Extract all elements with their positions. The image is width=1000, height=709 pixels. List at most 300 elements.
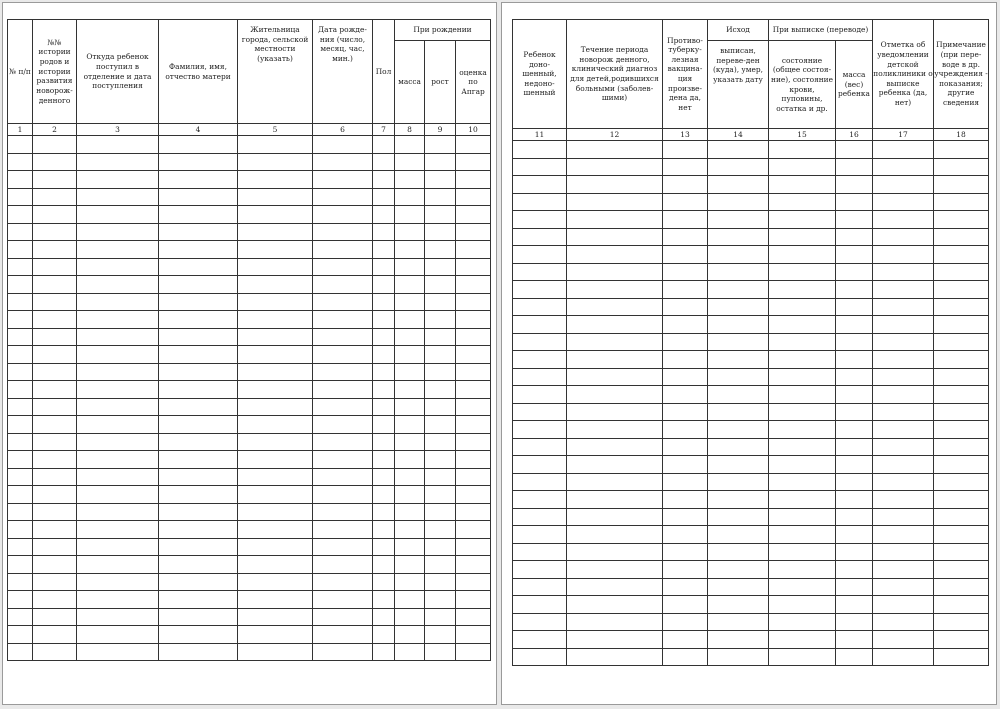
table-cell[interactable] bbox=[238, 608, 313, 626]
table-cell[interactable] bbox=[836, 578, 873, 596]
table-cell[interactable] bbox=[77, 223, 159, 241]
table-cell[interactable] bbox=[313, 346, 373, 364]
table-cell[interactable] bbox=[395, 538, 425, 556]
table-cell[interactable] bbox=[663, 456, 708, 474]
table-cell[interactable] bbox=[708, 456, 769, 474]
table-cell[interactable] bbox=[836, 298, 873, 316]
table-cell[interactable] bbox=[456, 363, 491, 381]
table-cell[interactable] bbox=[33, 608, 77, 626]
table-cell[interactable] bbox=[8, 171, 33, 189]
table-cell[interactable] bbox=[873, 526, 934, 544]
table-cell[interactable] bbox=[513, 561, 567, 579]
table-cell[interactable] bbox=[873, 351, 934, 369]
table-cell[interactable] bbox=[769, 368, 836, 386]
table-cell[interactable] bbox=[238, 433, 313, 451]
table-cell[interactable] bbox=[373, 153, 395, 171]
table-cell[interactable] bbox=[395, 346, 425, 364]
table-cell[interactable] bbox=[456, 241, 491, 259]
table-cell[interactable] bbox=[567, 228, 663, 246]
table-cell[interactable] bbox=[769, 193, 836, 211]
table-cell[interactable] bbox=[395, 486, 425, 504]
table-cell[interactable] bbox=[313, 573, 373, 591]
table-cell[interactable] bbox=[663, 491, 708, 509]
table-cell[interactable] bbox=[513, 316, 567, 334]
table-cell[interactable] bbox=[159, 433, 238, 451]
table-cell[interactable] bbox=[567, 421, 663, 439]
table-cell[interactable] bbox=[708, 613, 769, 631]
table-cell[interactable] bbox=[425, 188, 456, 206]
table-cell[interactable] bbox=[934, 316, 989, 334]
table-cell[interactable] bbox=[33, 136, 77, 154]
table-cell[interactable] bbox=[313, 608, 373, 626]
table-cell[interactable] bbox=[873, 648, 934, 666]
table-cell[interactable] bbox=[836, 158, 873, 176]
table-cell[interactable] bbox=[313, 311, 373, 329]
table-cell[interactable] bbox=[873, 246, 934, 264]
table-cell[interactable] bbox=[238, 626, 313, 644]
table-cell[interactable] bbox=[77, 416, 159, 434]
table-cell[interactable] bbox=[708, 473, 769, 491]
table-cell[interactable] bbox=[769, 578, 836, 596]
table-cell[interactable] bbox=[873, 491, 934, 509]
table-cell[interactable] bbox=[456, 591, 491, 609]
table-cell[interactable] bbox=[159, 416, 238, 434]
table-cell[interactable] bbox=[769, 141, 836, 159]
table-cell[interactable] bbox=[567, 491, 663, 509]
table-cell[interactable] bbox=[425, 416, 456, 434]
table-cell[interactable] bbox=[456, 276, 491, 294]
table-cell[interactable] bbox=[567, 316, 663, 334]
table-cell[interactable] bbox=[456, 451, 491, 469]
table-cell[interactable] bbox=[836, 316, 873, 334]
table-cell[interactable] bbox=[33, 241, 77, 259]
table-cell[interactable] bbox=[77, 573, 159, 591]
table-cell[interactable] bbox=[159, 223, 238, 241]
table-cell[interactable] bbox=[373, 363, 395, 381]
table-cell[interactable] bbox=[395, 521, 425, 539]
table-cell[interactable] bbox=[33, 521, 77, 539]
table-cell[interactable] bbox=[8, 398, 33, 416]
table-cell[interactable] bbox=[513, 421, 567, 439]
table-cell[interactable] bbox=[238, 398, 313, 416]
table-cell[interactable] bbox=[425, 398, 456, 416]
table-cell[interactable] bbox=[708, 246, 769, 264]
table-cell[interactable] bbox=[313, 556, 373, 574]
table-cell[interactable] bbox=[425, 381, 456, 399]
table-cell[interactable] bbox=[513, 141, 567, 159]
table-cell[interactable] bbox=[769, 246, 836, 264]
table-cell[interactable] bbox=[8, 258, 33, 276]
table-cell[interactable] bbox=[159, 503, 238, 521]
table-cell[interactable] bbox=[934, 421, 989, 439]
table-cell[interactable] bbox=[373, 293, 395, 311]
table-cell[interactable] bbox=[456, 136, 491, 154]
table-cell[interactable] bbox=[373, 188, 395, 206]
table-cell[interactable] bbox=[395, 626, 425, 644]
table-cell[interactable] bbox=[663, 211, 708, 229]
table-cell[interactable] bbox=[313, 381, 373, 399]
table-cell[interactable] bbox=[663, 386, 708, 404]
table-cell[interactable] bbox=[77, 258, 159, 276]
table-cell[interactable] bbox=[567, 456, 663, 474]
table-cell[interactable] bbox=[373, 241, 395, 259]
table-cell[interactable] bbox=[159, 258, 238, 276]
table-cell[interactable] bbox=[373, 398, 395, 416]
table-cell[interactable] bbox=[395, 153, 425, 171]
table-cell[interactable] bbox=[836, 386, 873, 404]
table-cell[interactable] bbox=[373, 258, 395, 276]
table-cell[interactable] bbox=[456, 556, 491, 574]
table-cell[interactable] bbox=[395, 398, 425, 416]
table-cell[interactable] bbox=[77, 486, 159, 504]
table-cell[interactable] bbox=[373, 416, 395, 434]
table-cell[interactable] bbox=[373, 223, 395, 241]
table-cell[interactable] bbox=[8, 521, 33, 539]
table-cell[interactable] bbox=[708, 141, 769, 159]
table-cell[interactable] bbox=[456, 486, 491, 504]
table-cell[interactable] bbox=[663, 368, 708, 386]
table-cell[interactable] bbox=[769, 473, 836, 491]
table-cell[interactable] bbox=[373, 591, 395, 609]
table-cell[interactable] bbox=[873, 386, 934, 404]
table-cell[interactable] bbox=[395, 433, 425, 451]
table-cell[interactable] bbox=[313, 136, 373, 154]
table-cell[interactable] bbox=[395, 223, 425, 241]
table-cell[interactable] bbox=[873, 403, 934, 421]
table-cell[interactable] bbox=[456, 626, 491, 644]
table-cell[interactable] bbox=[836, 613, 873, 631]
table-cell[interactable] bbox=[33, 433, 77, 451]
table-cell[interactable] bbox=[567, 578, 663, 596]
table-cell[interactable] bbox=[33, 346, 77, 364]
table-cell[interactable] bbox=[836, 543, 873, 561]
table-cell[interactable] bbox=[159, 241, 238, 259]
table-cell[interactable] bbox=[934, 508, 989, 526]
table-cell[interactable] bbox=[769, 333, 836, 351]
table-cell[interactable] bbox=[873, 543, 934, 561]
table-cell[interactable] bbox=[836, 211, 873, 229]
table-cell[interactable] bbox=[8, 223, 33, 241]
table-cell[interactable] bbox=[425, 311, 456, 329]
table-cell[interactable] bbox=[934, 158, 989, 176]
table-cell[interactable] bbox=[567, 176, 663, 194]
table-cell[interactable] bbox=[513, 211, 567, 229]
table-cell[interactable] bbox=[567, 298, 663, 316]
table-cell[interactable] bbox=[836, 596, 873, 614]
table-cell[interactable] bbox=[456, 573, 491, 591]
table-cell[interactable] bbox=[238, 521, 313, 539]
table-cell[interactable] bbox=[769, 438, 836, 456]
table-cell[interactable] bbox=[159, 608, 238, 626]
table-cell[interactable] bbox=[313, 451, 373, 469]
table-cell[interactable] bbox=[513, 438, 567, 456]
table-cell[interactable] bbox=[159, 381, 238, 399]
table-cell[interactable] bbox=[77, 451, 159, 469]
table-cell[interactable] bbox=[395, 311, 425, 329]
table-cell[interactable] bbox=[934, 351, 989, 369]
table-cell[interactable] bbox=[77, 521, 159, 539]
table-cell[interactable] bbox=[33, 276, 77, 294]
table-cell[interactable] bbox=[873, 263, 934, 281]
table-cell[interactable] bbox=[238, 223, 313, 241]
table-cell[interactable] bbox=[769, 648, 836, 666]
table-cell[interactable] bbox=[769, 228, 836, 246]
table-cell[interactable] bbox=[373, 206, 395, 224]
table-cell[interactable] bbox=[873, 211, 934, 229]
table-cell[interactable] bbox=[77, 241, 159, 259]
table-cell[interactable] bbox=[313, 416, 373, 434]
table-cell[interactable] bbox=[663, 596, 708, 614]
table-cell[interactable] bbox=[8, 538, 33, 556]
table-cell[interactable] bbox=[663, 281, 708, 299]
table-cell[interactable] bbox=[708, 543, 769, 561]
table-cell[interactable] bbox=[238, 241, 313, 259]
table-cell[interactable] bbox=[934, 263, 989, 281]
table-cell[interactable] bbox=[567, 386, 663, 404]
table-cell[interactable] bbox=[159, 293, 238, 311]
table-cell[interactable] bbox=[395, 206, 425, 224]
table-cell[interactable] bbox=[513, 473, 567, 491]
table-cell[interactable] bbox=[8, 293, 33, 311]
table-cell[interactable] bbox=[769, 158, 836, 176]
table-cell[interactable] bbox=[373, 171, 395, 189]
table-cell[interactable] bbox=[159, 398, 238, 416]
table-cell[interactable] bbox=[567, 158, 663, 176]
table-cell[interactable] bbox=[934, 228, 989, 246]
table-cell[interactable] bbox=[373, 433, 395, 451]
table-cell[interactable] bbox=[934, 211, 989, 229]
table-cell[interactable] bbox=[769, 456, 836, 474]
table-cell[interactable] bbox=[373, 521, 395, 539]
table-cell[interactable] bbox=[873, 456, 934, 474]
table-cell[interactable] bbox=[708, 403, 769, 421]
table-cell[interactable] bbox=[425, 591, 456, 609]
table-cell[interactable] bbox=[8, 363, 33, 381]
table-cell[interactable] bbox=[313, 171, 373, 189]
table-cell[interactable] bbox=[934, 473, 989, 491]
table-cell[interactable] bbox=[425, 538, 456, 556]
table-cell[interactable] bbox=[77, 276, 159, 294]
table-cell[interactable] bbox=[313, 626, 373, 644]
table-cell[interactable] bbox=[663, 316, 708, 334]
table-cell[interactable] bbox=[425, 241, 456, 259]
table-cell[interactable] bbox=[769, 526, 836, 544]
table-cell[interactable] bbox=[934, 246, 989, 264]
table-cell[interactable] bbox=[238, 591, 313, 609]
table-cell[interactable] bbox=[8, 328, 33, 346]
table-cell[interactable] bbox=[8, 206, 33, 224]
table-cell[interactable] bbox=[873, 631, 934, 649]
table-cell[interactable] bbox=[663, 578, 708, 596]
table-cell[interactable] bbox=[873, 298, 934, 316]
table-cell[interactable] bbox=[373, 311, 395, 329]
table-cell[interactable] bbox=[33, 153, 77, 171]
table-cell[interactable] bbox=[663, 508, 708, 526]
table-cell[interactable] bbox=[769, 543, 836, 561]
table-cell[interactable] bbox=[513, 631, 567, 649]
table-cell[interactable] bbox=[313, 276, 373, 294]
table-cell[interactable] bbox=[456, 188, 491, 206]
table-cell[interactable] bbox=[313, 468, 373, 486]
table-cell[interactable] bbox=[313, 486, 373, 504]
table-cell[interactable] bbox=[395, 136, 425, 154]
table-cell[interactable] bbox=[567, 473, 663, 491]
table-cell[interactable] bbox=[934, 298, 989, 316]
table-cell[interactable] bbox=[8, 451, 33, 469]
table-cell[interactable] bbox=[395, 608, 425, 626]
table-cell[interactable] bbox=[513, 158, 567, 176]
table-cell[interactable] bbox=[8, 346, 33, 364]
table-cell[interactable] bbox=[769, 281, 836, 299]
table-cell[interactable] bbox=[238, 573, 313, 591]
table-cell[interactable] bbox=[708, 368, 769, 386]
table-cell[interactable] bbox=[513, 298, 567, 316]
table-cell[interactable] bbox=[708, 648, 769, 666]
table-cell[interactable] bbox=[77, 328, 159, 346]
table-cell[interactable] bbox=[513, 333, 567, 351]
table-cell[interactable] bbox=[836, 351, 873, 369]
table-cell[interactable] bbox=[567, 613, 663, 631]
table-cell[interactable] bbox=[567, 631, 663, 649]
table-cell[interactable] bbox=[663, 228, 708, 246]
table-cell[interactable] bbox=[77, 188, 159, 206]
table-cell[interactable] bbox=[159, 451, 238, 469]
table-cell[interactable] bbox=[836, 246, 873, 264]
table-cell[interactable] bbox=[373, 608, 395, 626]
table-cell[interactable] bbox=[33, 643, 77, 661]
table-cell[interactable] bbox=[456, 311, 491, 329]
table-cell[interactable] bbox=[159, 573, 238, 591]
table-cell[interactable] bbox=[873, 228, 934, 246]
table-cell[interactable] bbox=[425, 451, 456, 469]
table-cell[interactable] bbox=[663, 333, 708, 351]
table-cell[interactable] bbox=[33, 573, 77, 591]
table-cell[interactable] bbox=[836, 368, 873, 386]
table-cell[interactable] bbox=[77, 538, 159, 556]
table-cell[interactable] bbox=[8, 311, 33, 329]
table-cell[interactable] bbox=[934, 333, 989, 351]
table-cell[interactable] bbox=[456, 328, 491, 346]
table-cell[interactable] bbox=[934, 596, 989, 614]
table-cell[interactable] bbox=[567, 351, 663, 369]
table-cell[interactable] bbox=[513, 281, 567, 299]
table-cell[interactable] bbox=[456, 521, 491, 539]
table-cell[interactable] bbox=[513, 386, 567, 404]
table-cell[interactable] bbox=[567, 193, 663, 211]
table-cell[interactable] bbox=[8, 381, 33, 399]
table-cell[interactable] bbox=[456, 223, 491, 241]
table-cell[interactable] bbox=[567, 543, 663, 561]
table-cell[interactable] bbox=[77, 608, 159, 626]
table-cell[interactable] bbox=[663, 648, 708, 666]
table-cell[interactable] bbox=[159, 346, 238, 364]
table-cell[interactable] bbox=[456, 433, 491, 451]
table-cell[interactable] bbox=[425, 556, 456, 574]
table-cell[interactable] bbox=[663, 158, 708, 176]
table-cell[interactable] bbox=[836, 333, 873, 351]
table-cell[interactable] bbox=[313, 206, 373, 224]
table-cell[interactable] bbox=[159, 311, 238, 329]
table-cell[interactable] bbox=[663, 561, 708, 579]
table-cell[interactable] bbox=[395, 556, 425, 574]
table-cell[interactable] bbox=[395, 363, 425, 381]
table-cell[interactable] bbox=[769, 561, 836, 579]
table-cell[interactable] bbox=[513, 543, 567, 561]
table-cell[interactable] bbox=[513, 368, 567, 386]
table-cell[interactable] bbox=[425, 276, 456, 294]
table-cell[interactable] bbox=[33, 591, 77, 609]
table-cell[interactable] bbox=[373, 381, 395, 399]
table-cell[interactable] bbox=[238, 556, 313, 574]
table-cell[interactable] bbox=[873, 578, 934, 596]
table-cell[interactable] bbox=[33, 381, 77, 399]
table-cell[interactable] bbox=[313, 188, 373, 206]
table-cell[interactable] bbox=[663, 526, 708, 544]
table-cell[interactable] bbox=[425, 486, 456, 504]
table-cell[interactable] bbox=[238, 206, 313, 224]
table-cell[interactable] bbox=[663, 176, 708, 194]
table-cell[interactable] bbox=[934, 491, 989, 509]
table-cell[interactable] bbox=[836, 263, 873, 281]
table-cell[interactable] bbox=[567, 141, 663, 159]
table-cell[interactable] bbox=[425, 258, 456, 276]
table-cell[interactable] bbox=[873, 421, 934, 439]
table-cell[interactable] bbox=[708, 561, 769, 579]
table-cell[interactable] bbox=[663, 246, 708, 264]
table-cell[interactable] bbox=[567, 508, 663, 526]
table-cell[interactable] bbox=[77, 503, 159, 521]
table-cell[interactable] bbox=[238, 416, 313, 434]
table-cell[interactable] bbox=[708, 211, 769, 229]
table-cell[interactable] bbox=[934, 613, 989, 631]
table-cell[interactable] bbox=[373, 468, 395, 486]
table-cell[interactable] bbox=[313, 258, 373, 276]
table-cell[interactable] bbox=[159, 626, 238, 644]
table-cell[interactable] bbox=[77, 591, 159, 609]
table-cell[interactable] bbox=[395, 573, 425, 591]
table-cell[interactable] bbox=[425, 346, 456, 364]
table-cell[interactable] bbox=[836, 631, 873, 649]
table-cell[interactable] bbox=[425, 608, 456, 626]
table-cell[interactable] bbox=[934, 403, 989, 421]
table-cell[interactable] bbox=[313, 293, 373, 311]
table-cell[interactable] bbox=[513, 508, 567, 526]
table-cell[interactable] bbox=[159, 206, 238, 224]
table-cell[interactable] bbox=[313, 153, 373, 171]
table-cell[interactable] bbox=[836, 281, 873, 299]
table-cell[interactable] bbox=[238, 451, 313, 469]
table-cell[interactable] bbox=[395, 643, 425, 661]
table-cell[interactable] bbox=[395, 293, 425, 311]
table-cell[interactable] bbox=[708, 421, 769, 439]
table-cell[interactable] bbox=[33, 188, 77, 206]
table-cell[interactable] bbox=[8, 136, 33, 154]
table-cell[interactable] bbox=[567, 368, 663, 386]
table-cell[interactable] bbox=[77, 153, 159, 171]
table-cell[interactable] bbox=[425, 223, 456, 241]
table-cell[interactable] bbox=[33, 503, 77, 521]
table-cell[interactable] bbox=[456, 381, 491, 399]
table-cell[interactable] bbox=[33, 328, 77, 346]
table-cell[interactable] bbox=[873, 316, 934, 334]
table-cell[interactable] bbox=[425, 468, 456, 486]
table-cell[interactable] bbox=[77, 311, 159, 329]
table-cell[interactable] bbox=[873, 596, 934, 614]
table-cell[interactable] bbox=[567, 403, 663, 421]
table-cell[interactable] bbox=[33, 311, 77, 329]
table-cell[interactable] bbox=[373, 643, 395, 661]
table-cell[interactable] bbox=[33, 223, 77, 241]
